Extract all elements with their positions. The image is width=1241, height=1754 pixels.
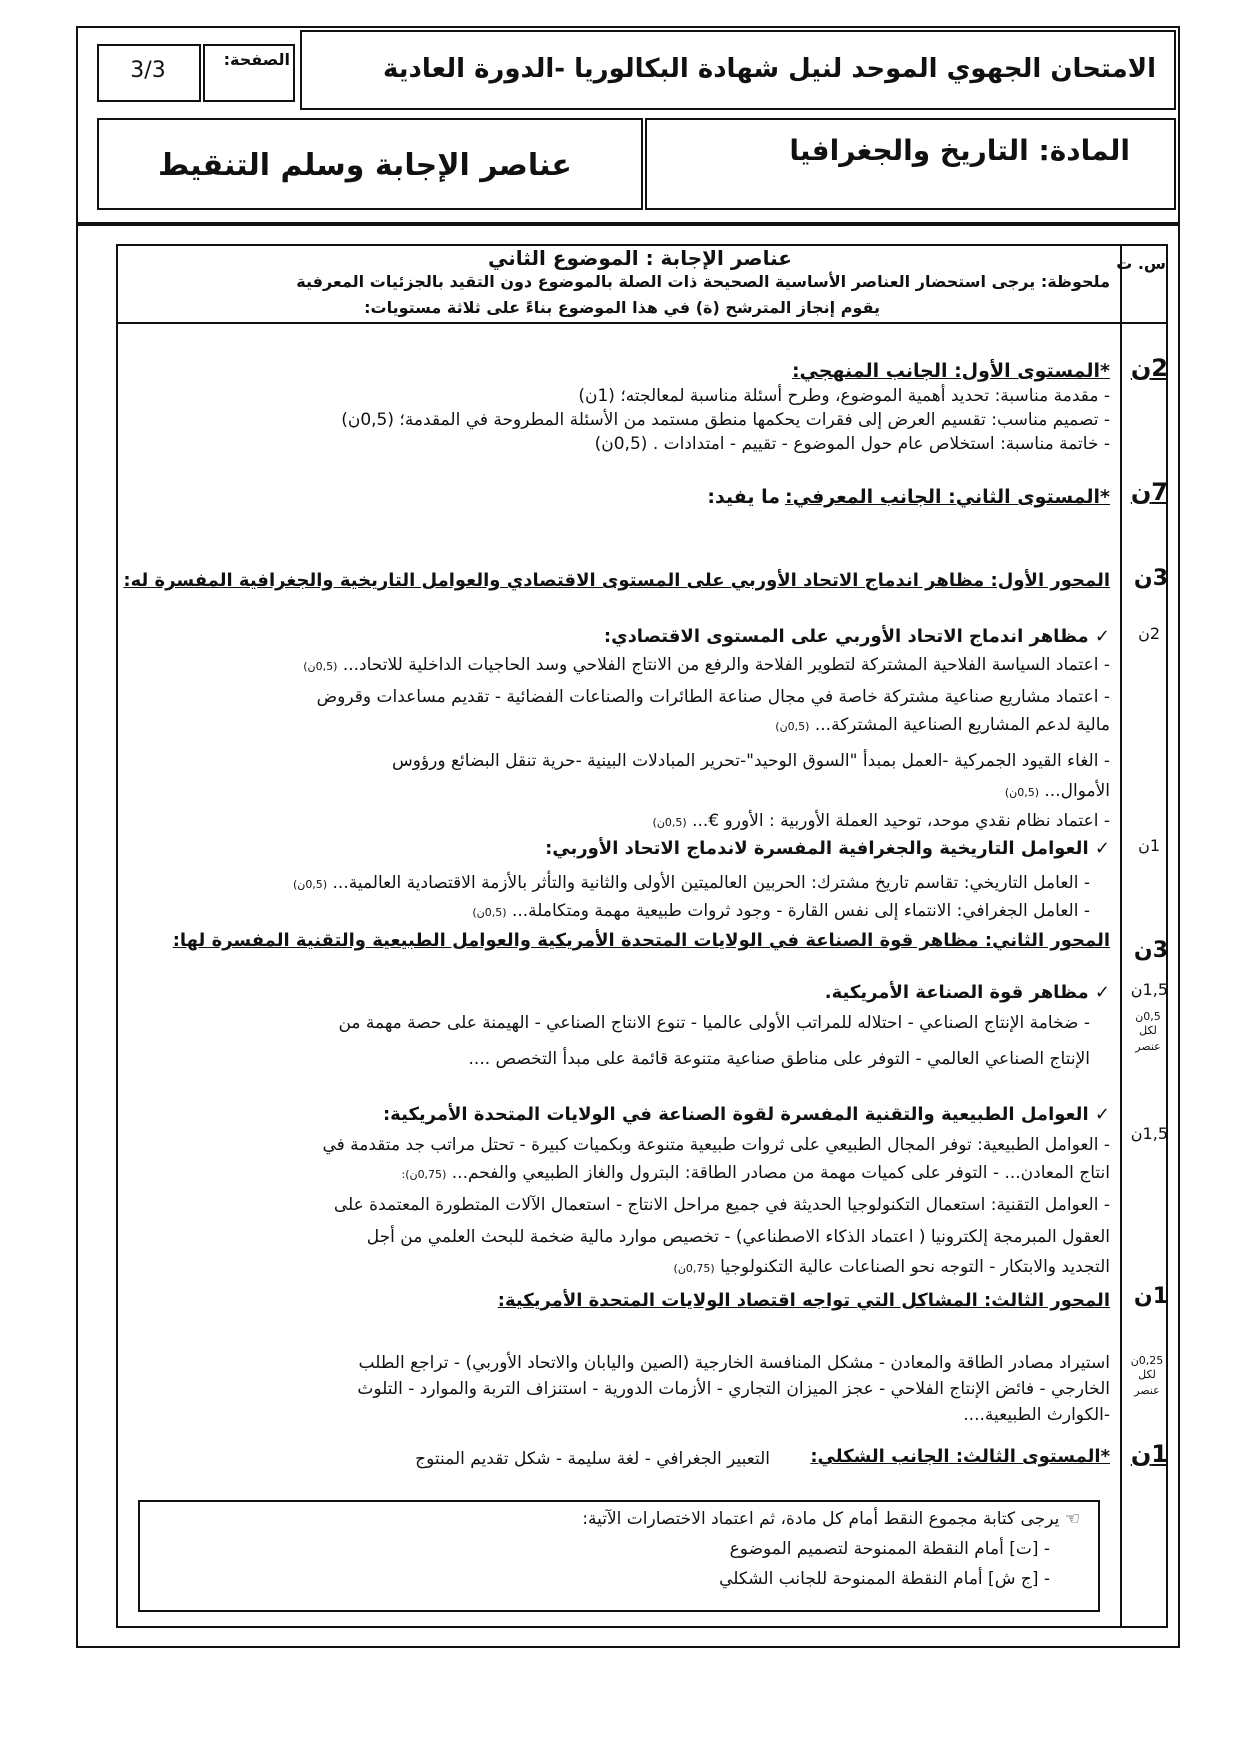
axis1-section1-score: 2ن [1138, 624, 1160, 643]
axis3-line1: استيراد مصادر الطاقة والمعادن - مشكل المنافسة الخارجية (الصين واليابان والاتحاد الأوربي) - تراجع الطلب [358, 1353, 1110, 1373]
page-label: الصفحة: [223, 50, 290, 69]
axis2-s2-line5 [490, 1256, 1110, 1278]
exam-title: الامتحان الجهوي الموحد لنيل شهادة البكالوريا -الدورة العادية [383, 54, 1156, 84]
check-icon: ✓ [1094, 626, 1110, 647]
check-icon: ✓ [1094, 838, 1110, 859]
axis3-line3: -الكوارث الطبيعية.... [963, 1405, 1110, 1425]
axis2-s2-line2-pts: (0,75ن): [401, 1168, 447, 1181]
axis1-section1-title-text: مظاهر اندماج الاتحاد الأوربي على المستوى الاقتصادي: [603, 626, 1089, 647]
level1-score: 2ن [1130, 354, 1168, 382]
table-title: عناصر الإجابة : الموضوع الثاني [488, 246, 792, 270]
axis1-s1-line3-text: مالية لدعم المشاريع الصناعية المشتركة... [814, 715, 1110, 735]
score-column-divider [1120, 244, 1122, 1628]
axis1-s2-line1-pts: (0,5ن) [292, 878, 328, 891]
axis1-s1-line1 [150, 654, 1110, 676]
check-icon: ✓ [1094, 982, 1110, 1003]
score-header: س. ت [1116, 254, 1166, 273]
check-icon: ✓ [1094, 1104, 1110, 1125]
axis1-s2-line2-text: - العامل الجغرافي: الانتماء إلى نفس القارة - وجود ثروات طبيعية مهمة ومتكاملة... [511, 901, 1090, 921]
axis3-score: 1ن [1133, 1284, 1168, 1309]
footer-note-line3: - [ج ش] أمام النقطة الممنوحة للجانب الشكلي [719, 1569, 1050, 1589]
axis3-note-b: لكل [1138, 1368, 1156, 1381]
axis1-s2-line2 [300, 900, 1090, 922]
footer-note-line1 [400, 1508, 1080, 1530]
header-row-divider [116, 322, 1168, 324]
axis2-s1-line1: - ضخامة الإنتاج الصناعي - احتلاله للمراتب الأولى عالميا - تنوع الانتاج الصناعي - الهيمنة على حصة مهمة من [338, 1013, 1090, 1033]
axis1-s1-line1-text: - اعتماد السياسة الفلاحية المشتركة لتطوير الفلاحة والرفع من الانتاج الفلاحي وسد الحاجيات الداخلية للاتحاد... [342, 655, 1110, 675]
level2-score: 7ن [1130, 478, 1168, 506]
axis2-title: المحور الثاني: مظاهر قوة الصناعة في الولايات المتحدة الأمريكية والعوامل الطبيعية والتقنية المفسرة لها: [172, 930, 1110, 951]
axis1-s1-line5 [900, 780, 1110, 802]
axis1-section2-title-text: العوامل التاريخية والجغرافية المفسرة لاندماج الاتحاد الأوربي: [545, 838, 1089, 859]
level3-text: التعبير الجغرافي - لغة سليمة - شكل تقديم المنتوج [415, 1449, 770, 1469]
axis1-s2-line2-pts: (0,5ن) [472, 906, 507, 919]
axis1-s1-line2: - اعتماد مشاريع صناعية مشتركة خاصة في مجال صناعة الطائرات والصناعات الفضائية - تقديم مساعدات وقروض [316, 687, 1110, 707]
axis1-s1-line3-pts: (0,5ن) [775, 720, 810, 733]
level1-title: *المستوى الأول: الجانب المنهجي: [791, 360, 1110, 382]
axis2-s2-line1: - العوامل الطبيعية: توفر المجال الطبيعي على ثروات طبيعية متنوعة وبكميات كبيرة - تحتل مراتب جد متقدمة في [322, 1135, 1110, 1155]
level3-title: *المستوى الثالث: الجانب الشكلي: [810, 1446, 1110, 1467]
axis2-s2-line2-text: انتاج المعادن... - التوفر على كميات مهمة من مصادر الطاقة: البترول والغاز الطبيعي والفحم... [451, 1163, 1110, 1183]
axis2-section1-note-b: لكل [1139, 1024, 1157, 1037]
axis1-section2-score: 1ن [1138, 836, 1160, 855]
axis2-section2-score: 1,5ن [1130, 1124, 1168, 1143]
axis1-s1-line1-pts: (0,5ن) [303, 660, 338, 673]
axis1-s1-line6 [520, 810, 1110, 832]
pointer-icon: ☜ [1064, 1509, 1080, 1529]
level1-line1: - مقدمة مناسبة: تحديد أهمية الموضوع، وطرح أسئلة مناسبة لمعالجته؛ (1ن) [578, 386, 1110, 406]
axis3-line2: الخارجي - فائض الإنتاج الفلاحي - عجز الميزان التجاري - الأزمات الدورية - استنزاف التربة والموارد - التلوث [357, 1379, 1110, 1399]
axis2-section1-note-c: عنصر [1135, 1040, 1161, 1053]
table-intro: يقوم إنجاز المترشح (ة) في هذا الموضوع بناءً على ثلاثة مستويات: [364, 298, 880, 317]
subject: المادة: التاريخ والجغرافيا [789, 134, 1130, 167]
axis1-score: 3ن [1133, 566, 1168, 591]
axis2-s2-line3: - العوامل التقنية: استعمال التكنولوجيا الحديثة في جميع مراحل الانتاج - استعمال الآلات المتطورة المعتمدة على [333, 1195, 1110, 1215]
axis1-s2-line1 [110, 872, 1090, 894]
footer-note-line2: - [ت] أمام النقطة الممنوحة لتصميم الموضوع [729, 1539, 1050, 1559]
axis2-section1-score: 1,5ن [1130, 980, 1168, 999]
axis1-s1-line6-text: - اعتماد نظام نقدي موحد، توحيد العملة الأوربية : الأورو €... [692, 811, 1110, 831]
doc-title: عناصر الإجابة وسلم التنقيط [158, 148, 572, 183]
axis1-section1-title [560, 626, 1110, 648]
level1-line2: - تصميم مناسب: تقسيم العرض إلى فقرات يحكمها منطق مستمد من الأسئلة المطروحة في المقدمة؛ (0,5ن) [341, 410, 1110, 430]
axis2-section2-title-text: العوامل الطبيعية والتقنية المفسرة لقوة الصناعة في الولايات المتحدة الأمريكية: [382, 1104, 1089, 1125]
axis1-s1-line4: - الغاء القيود الجمركية -العمل بمبدأ "السوق الوحيد"-تحرير المبادلات البينية -حرية تنقل البضائع ورؤوس [392, 751, 1110, 771]
table-note: ملحوظة: يرجى استحضار العناصر الأساسية الصحيحة ذات الصلة بالموضوع دون التقيد بالجزئيات المعرفية [296, 272, 1110, 291]
axis3-note-c: عنصر [1134, 1384, 1160, 1397]
axis2-section1-note-a: 0,5ن [1135, 1010, 1161, 1023]
level2-suffix: ما يفيد: [707, 486, 780, 508]
footer-note-line1-text: يرجى كتابة مجموع النقط أمام كل مادة، ثم اعتماد الاختصارات الآتية: [582, 1509, 1060, 1529]
axis2-section2-title [382, 1104, 1110, 1126]
axis2-s1-line2: الإنتاج الصناعي العالمي - التوفر على مناطق صناعية متنوعة قائمة على مبدأ التخصص .... [468, 1049, 1090, 1069]
axis1-s1-line5-pts: (0,5ن) [1004, 786, 1039, 799]
axis1-section2-title [540, 838, 1110, 860]
axis3-title: المحور الثالث: المشاكل التي تواجه اقتصاد الولايات المتحدة الأمريكية: [497, 1290, 1110, 1311]
axis2-s2-line4: العقول المبرمجة إلكترونيا ( اعتماد الذكاء الاصطناعي) - تخصيص موارد مالية ضخمة للبحث العلمي من أجل [366, 1227, 1110, 1247]
level1-line3: - خاتمة مناسبة: استخلاص عام حول الموضوع - تقييم - امتدادات . (0,5ن) [594, 434, 1110, 454]
axis1-s1-line5-text: الأموال... [1044, 781, 1110, 801]
axis1-s1-line3 [560, 714, 1110, 736]
axis1-s2-line1-text: - العامل التاريخي: تقاسم تاريخ مشترك: الحربين العالميتين الأولى والثانية والتأثر بالأزمة الاقتصادية العالمية... [332, 873, 1090, 893]
level3-score: 1ن [1130, 1440, 1168, 1468]
axis2-score: 3ن [1133, 938, 1168, 963]
axis1-title: المحور الأول: مظاهر اندماج الاتحاد الأوربي على المستوى الاقتصادي والعوامل التاريخية والجغرافية المفسرة له: [123, 570, 1110, 591]
axis3-note-a: 0,25ن [1130, 1354, 1164, 1367]
axis2-s2-line5-text: التجديد والابتكار - التوجه نحو الصناعات عالية التكنولوجيا [720, 1257, 1110, 1277]
page-number: 3/3 [130, 58, 166, 83]
level2-title: *المستوى الثاني: الجانب المعرفي: [785, 486, 1110, 508]
axis2-s2-line5-pts: (0,75ن) [673, 1262, 715, 1275]
axis2-section1-title [760, 982, 1110, 1004]
axis1-s1-line6-pts: (0,5ن) [652, 816, 687, 829]
axis2-section1-title-text: مظاهر قوة الصناعة الأمريكية. [824, 982, 1089, 1003]
axis2-s2-line2 [230, 1162, 1110, 1184]
